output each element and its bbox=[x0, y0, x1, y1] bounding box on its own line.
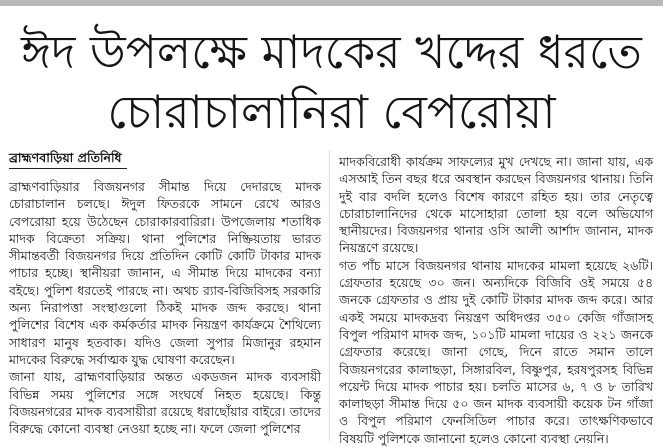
byline-underline bbox=[9, 168, 127, 169]
article-column-left bbox=[9, 178, 321, 437]
headline bbox=[0, 22, 663, 142]
paragraph: জানা যায়, ব্রাহ্মণবাড়িয়ার অন্তত একডজন মাদক ব্যবসায়ী বিভিন্ন সময় পুলিশের সঙ্গে সংঘর্ষে নিহত হয়েছে। কিন্তু বিজয়নগরের মাদক ব্যবসায়ীরা রয়েছে ধরাছোঁয়ার বাইরে। তাদের বিরুদ্ধে কোনো ব্যবস্থা নেওয়া হচ্ছে না। ফলে জেলা পুলিশের bbox=[9, 369, 321, 437]
headline-line-2: চোরাচালানিরা বেপরোয়া bbox=[107, 85, 556, 139]
top-rule bbox=[0, 0, 663, 6]
paragraph: ব্রাহ্মণবাড়িয়ার বিজয়নগর সীমান্ত দিয়ে দেদারছে মাদক চোরাচালান চলছে। ঈদুল ফিতরকে সামনে রেখে আরও বেপরোয়া হয়ে উঠেছেন চোরাকারবারিরা। উপজেলায় শতাধিক মাদক বিক্রেতা সক্রিয়। থানা পুলিশের নিষ্ক্রিয়তায় ভারত সীমান্তবর্তী বিজয়নগর দিয়ে প্রতিদিন কোটি কোটি টাকার মাদক পাচার হচ্ছে। স্থানীয়রা জানান, এ সীমান্ত দিয়ে মাদকের বন্যা বইছে। পুলিশ ধরতেই পারছে না। অথচ র‌্যাব-বিজিবিসহ সরকারি অন্য নিরাপত্তা সংস্থাগুলো ঠিকই মাদক জব্দ করছে। থানা পুলিশের বিশেষ এক কর্মকর্তার মাদক নিয়ন্ত্রণ কার্যক্রমে শৈথিল্যে সাধারণ মানুষ হতবাক। যদিও জেলা সুপার মিজানুর রহমান মাদকের বিরুদ্ধে সর্বাত্মক যুদ্ধ ঘোষণা করেছেন। bbox=[9, 179, 321, 367]
byline: ব্রাহ্মণবাড়িয়া প্রতিনিধি bbox=[9, 150, 122, 165]
column-divider bbox=[329, 150, 330, 441]
headline-line-1: ঈদ উপলক্ষে মাদকের খদ্দের ধরতে bbox=[21, 25, 642, 79]
paragraph: মাদকবিরোধী কার্যক্রম সাফল্যের মুখ দেখছে না। জানা যায়, এক এসআই তিন বছর ধরে অবস্থান করছেন বিজয়নগর থানায়। তিনি দুই বার বদলি হলেও বিশেষ কারণে রহিত হয়। তার নেতৃত্বে চোরাচালানিদের থেকে মাসোহারা তোলা হয় বলে অভিযোগ স্থানীয়দের। বিজয়নগর থানার ওসি আলী আর্শাদ জানান, মাদক নিয়ন্ত্রণে রয়েছে। bbox=[339, 154, 653, 256]
paragraph: গত পাঁচ মাসে বিজয়নগর থানায় মাদকের মামলা হয়েছে ২৬টি। গ্রেফতার হয়েছে ৩০ জন। অন্যদিকে বিজিবি ওই সময়ে ৫৪ জনকে গ্রেফতার ও প্রায় দুই কোটি টাকার মাদক জব্দ করে। আর একই সময়ে মাদকদ্রব্য নিয়ন্ত্রণ অধিদপ্তর ৩৫০ কেজি গাঁজাসহ বিপুল পরিমাণ মাদক জব্দ, ১০১টি মামলা দায়ের ও ২২১ জনকে গ্রেফতার করেছে। জানা গেছে, দিনে রাতে সমান তালে বিজয়নগরের কালাছড়া, সিঙ্গারবিল, বিষ্ণুপুর, হরষপুরসহ বিভিন্ন পয়েন্ট দিয়ে মাদক পাচার হয়। চলতি মাসের ৬, ৭ ও ৮ তারিখ কালাছড়া সীমান্ত দিয়ে ৫০ জন মাদক ব্যবসায়ী কয়েক টন গাঁজা ও বিপুল পরিমাণ ফেনসিডিল পাচার করে। তাৎক্ষণিকভাবে বিষয়টি পুলিশকে জানানো হলেও কোনো ব্যবস্থা নেয়নি। bbox=[339, 257, 653, 446]
article-column-right bbox=[339, 153, 653, 447]
